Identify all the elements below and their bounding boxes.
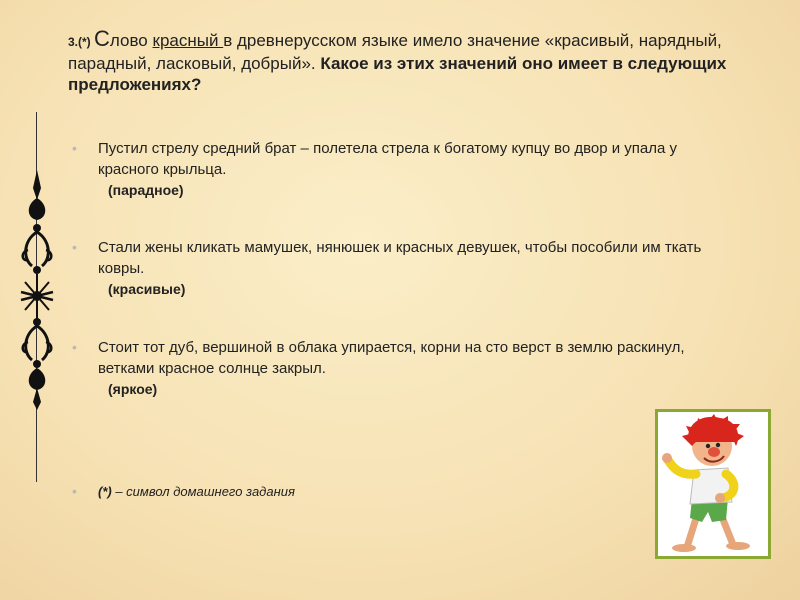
bullet-icon: • — [72, 239, 77, 255]
item-answer: (красивые) — [108, 281, 186, 297]
heading-initial: С — [94, 26, 110, 51]
picture-frame — [655, 409, 771, 559]
footnote-symbol: (*) — [98, 484, 112, 499]
bullet-icon: • — [72, 140, 77, 156]
item-answer: (яркое) — [108, 381, 158, 397]
list-item-1 — [72, 138, 732, 201]
item-sentence: Стали жены кликать мамушек, нянюшек и красных девушек, чтобы пособили им ткать ковры. — [98, 239, 702, 277]
bullet-icon: • — [72, 483, 77, 499]
heading-question: Какое из этих значений оно имеет в следующих предложениях? — [68, 54, 727, 94]
ornament-icon — [16, 170, 58, 410]
heading-text-2: в древнерусском языке имело значение «красивый, нарядный, парадный, ласковый, добрый». — [68, 31, 722, 73]
list-item-3 — [72, 337, 732, 400]
footnote — [72, 481, 732, 502]
item-sentence: Пустил стрелу средний брат – полетела стрела к богатому купцу во двор и упала у красного крыльца. — [98, 140, 678, 178]
heading — [68, 28, 768, 95]
heading-text-1: лово — [109, 31, 153, 50]
footnote-text — [98, 481, 732, 502]
bullet-icon: • — [72, 339, 77, 355]
cartoon-boy-icon — [658, 412, 768, 556]
list-item-2 — [72, 237, 732, 300]
item-sentence: Стоит тот дуб, вершиной в облака упирается, корни на сто верст в землю раскинул, ветками красное солнце закрыл. — [98, 339, 685, 377]
footnote-description: – символ домашнего задания — [111, 484, 295, 499]
heading-word: красный — [152, 31, 224, 50]
item-answer: (парадное) — [108, 182, 184, 198]
task-number: 3.(*) — [68, 35, 95, 49]
